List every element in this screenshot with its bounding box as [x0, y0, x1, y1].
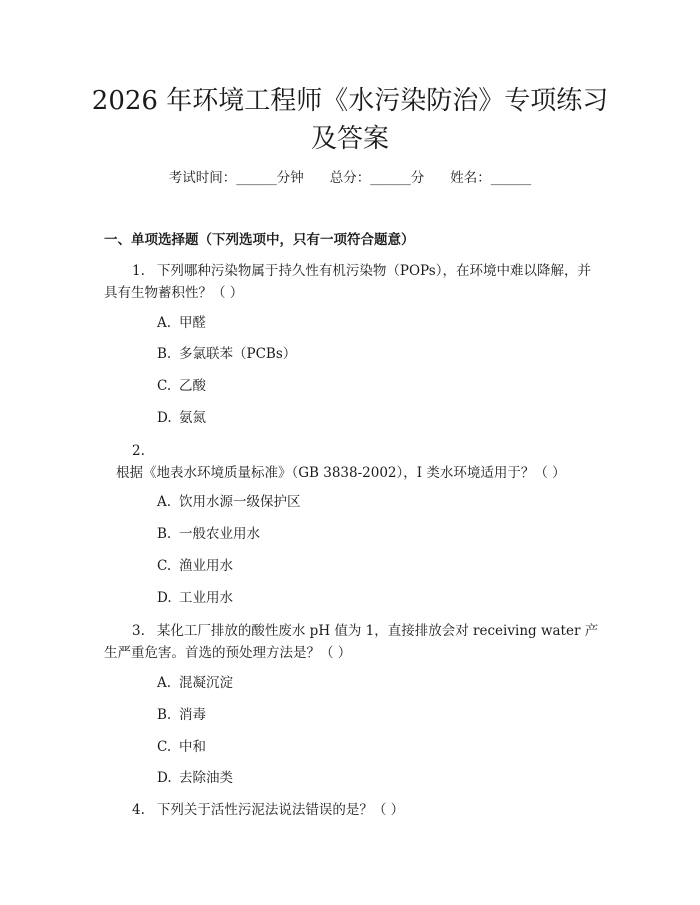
option-letter: D.: [157, 410, 172, 426]
question-number: 2.: [132, 443, 145, 459]
name-field: 姓名：______: [450, 170, 532, 186]
option-3b: [157, 705, 206, 725]
section-heading: 一、单项选择题（下列选项中，只有一项符合题意）: [104, 232, 415, 248]
option-text: 消毒: [179, 707, 206, 723]
option-1c: [157, 376, 206, 396]
question-3: [104, 620, 602, 664]
option-3c: [157, 737, 206, 757]
option-text: 乙酸: [179, 378, 206, 394]
option-letter: C.: [157, 558, 172, 574]
total-score-field: 总分：______分: [329, 170, 425, 186]
option-3d: [157, 768, 233, 788]
option-text: 多氯联苯（PCBs）: [179, 346, 297, 362]
title-line-1: 2026 年环境工程师《水污染防治》专项练习: [91, 86, 609, 116]
question-text: 某化工厂排放的酸性废水 pH 值为 1，直接排放会对 receiving water 产生严重危害。首选的预处理方法是？（ ）: [104, 623, 599, 661]
option-text: 一般农业用水: [179, 526, 260, 542]
option-letter: C.: [157, 378, 172, 394]
question-text: 下列哪种污染物属于持久性有机污染物（POPs），在环境中难以降解，并具有生物蓄积性？（ ）: [104, 263, 591, 301]
option-letter: B.: [157, 707, 172, 723]
question-number: 1.: [132, 263, 145, 279]
option-2b: [157, 524, 260, 544]
option-letter: A.: [157, 494, 172, 510]
option-1b: [157, 344, 296, 364]
option-2a: [157, 492, 301, 512]
option-2d: [157, 588, 233, 608]
question-text: 下列关于活性污泥法说法错误的是？（ ）: [156, 802, 405, 818]
question-text: 根据《地表水环境质量标准》（GB 3838-2002），I 类水环境适用于？（ ）: [116, 465, 566, 481]
question-number: 3.: [132, 623, 145, 639]
option-letter: D.: [157, 590, 172, 606]
question-1: [104, 260, 602, 304]
option-text: 去除油类: [179, 770, 233, 786]
option-1d: [157, 408, 206, 428]
option-text: 氨氮: [179, 410, 206, 426]
option-text: 饮用水源一级保护区: [179, 494, 301, 510]
option-text: 混凝沉淀: [179, 675, 233, 691]
exam-meta: [0, 168, 700, 188]
option-letter: B.: [157, 526, 172, 542]
option-text: 甲醛: [179, 315, 206, 331]
option-letter: B.: [157, 346, 172, 362]
option-1a: [157, 313, 206, 333]
option-3a: [157, 673, 233, 693]
question-number: 4.: [132, 802, 145, 818]
document-title: [60, 82, 640, 158]
exam-time-field: 考试时间：______分钟: [168, 170, 304, 186]
question-2: [104, 440, 602, 484]
title-line-2: 及答案: [310, 124, 389, 154]
option-text: 工业用水: [179, 590, 233, 606]
option-text: 渔业用水: [179, 558, 233, 574]
option-letter: A.: [157, 675, 172, 691]
option-letter: A.: [157, 315, 172, 331]
option-letter: C.: [157, 739, 172, 755]
question-4: [104, 799, 602, 821]
option-letter: D.: [157, 770, 172, 786]
option-2c: [157, 556, 233, 576]
option-text: 中和: [179, 739, 206, 755]
